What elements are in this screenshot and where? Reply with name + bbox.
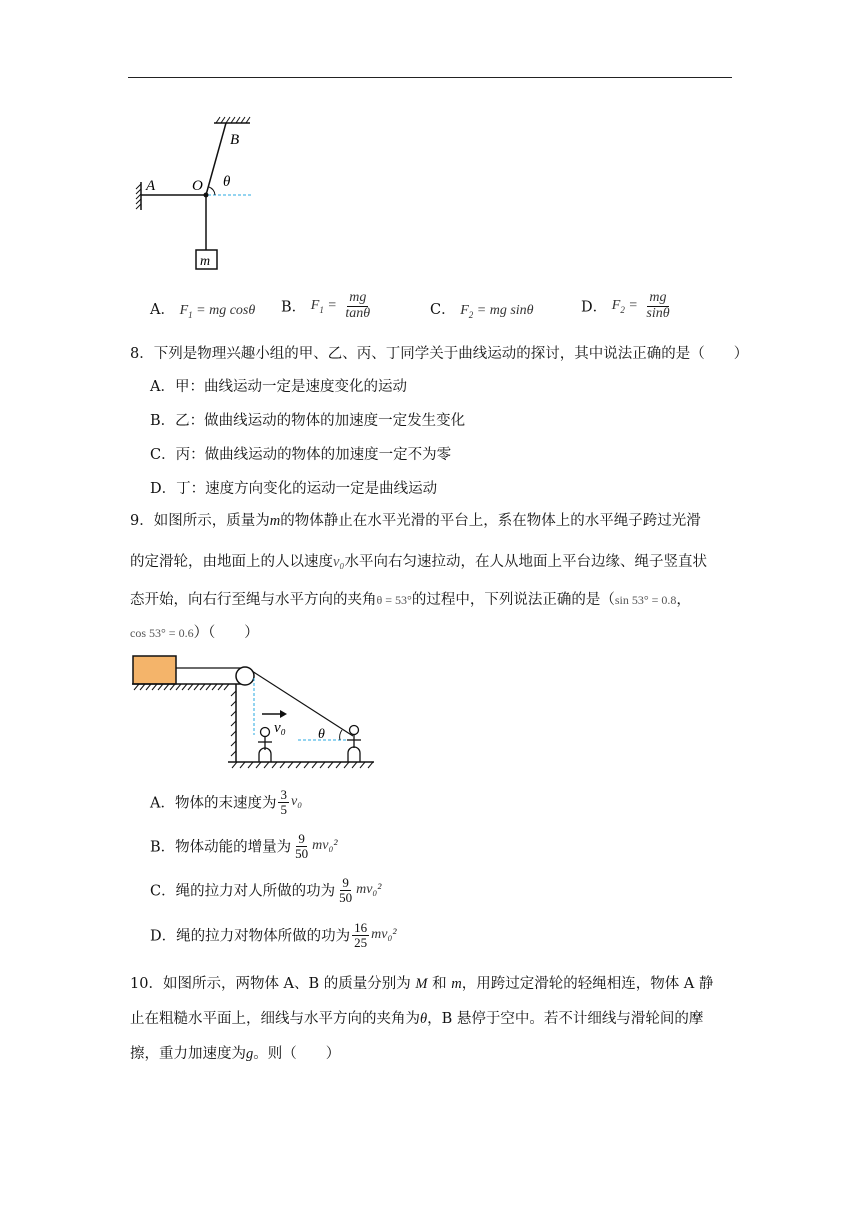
q10-stem-line1: 10．如图所示，两物体 A、B 的质量分别为 M 和 m，用跨过定滑轮的轻绳相连，物体 A 静 <box>130 976 714 992</box>
q7-label-a: A <box>146 178 156 194</box>
q9-stem-line2: 的定滑轮，由地面上的人以速度v₀水平向右匀速拉动，在人从地面上平台边缘、绳子竖直状 <box>130 554 707 570</box>
q9-stem-line4: cos 53° = 0.6）（ ） <box>130 625 259 641</box>
q10-stem-line3: 擦，重力加速度为g。则（ ） <box>130 1046 341 1062</box>
q7-label-m: m <box>200 254 211 269</box>
q7-option-b: B． $F_1$ = $\frac{mg}{\tan\theta}$ <box>281 290 371 321</box>
q7-option-d: D． $F_2$ = $\frac{mg}{\sin\theta}$ <box>581 290 670 321</box>
q8-option-b: B．乙：做曲线运动的物体的加速度一定发生变化 <box>150 413 466 429</box>
q8-stem: 8．下列是物理兴趣小组的甲、乙、丙、丁同学关于曲线运动的探讨，其中说法正确的是（ ） <box>130 346 749 362</box>
q8-option-a: A．甲：曲线运动一定是速度变化的运动 <box>150 379 407 395</box>
q7-label-o: O <box>192 178 203 194</box>
q7-option-a: A． $F_1$ = mg cosθ <box>150 302 256 320</box>
q9-stem-line1: 9．如图所示，质量为m的物体静止在水平光滑的平台上，系在物体上的水平绳子跨过光滑 <box>130 513 701 529</box>
q8-option-d: D．丁：速度方向变化的运动一定是曲线运动 <box>150 481 438 497</box>
q7-diagram <box>128 110 268 280</box>
q9-option-c: C．绳的拉力对人所做的功为 $\frac{9}{50}$ mv₀² <box>150 875 382 905</box>
q9-diagram <box>128 650 378 775</box>
q7-option-c: C． $F_2$ = mg sinθ <box>430 302 534 320</box>
q10-stem-line2: 止在粗糙水平面上，细线与水平方向的夹角为θ，B 悬停于空中。若不计细线与滑轮间的摩 <box>130 1011 704 1027</box>
q9-option-a: A．物体的末速度为 $\frac{3}{5}$ v₀ <box>150 787 303 817</box>
q9-option-b: B．物体动能的增量为 $\frac{9}{50}$ mv₀² <box>150 831 338 861</box>
q7-label-b: B <box>230 132 240 148</box>
q9-option-d: D．绳的拉力对物体所做的功为 $\frac{16}{25}$ mv₀² <box>150 920 397 950</box>
q9-label-theta: θ <box>318 727 325 742</box>
q7-label-theta: θ <box>223 174 231 190</box>
header-rule <box>128 77 732 78</box>
q9-label-v0: v₀ <box>274 720 286 736</box>
q8-option-c: C．丙：做曲线运动的物体的加速度一定不为零 <box>150 447 452 463</box>
q9-stem-line3: 态开始，向右行至绳与水平方向的夹角θ = 53°的过程中，下列说法正确的是（sin 53° = 0.8， <box>130 592 691 608</box>
